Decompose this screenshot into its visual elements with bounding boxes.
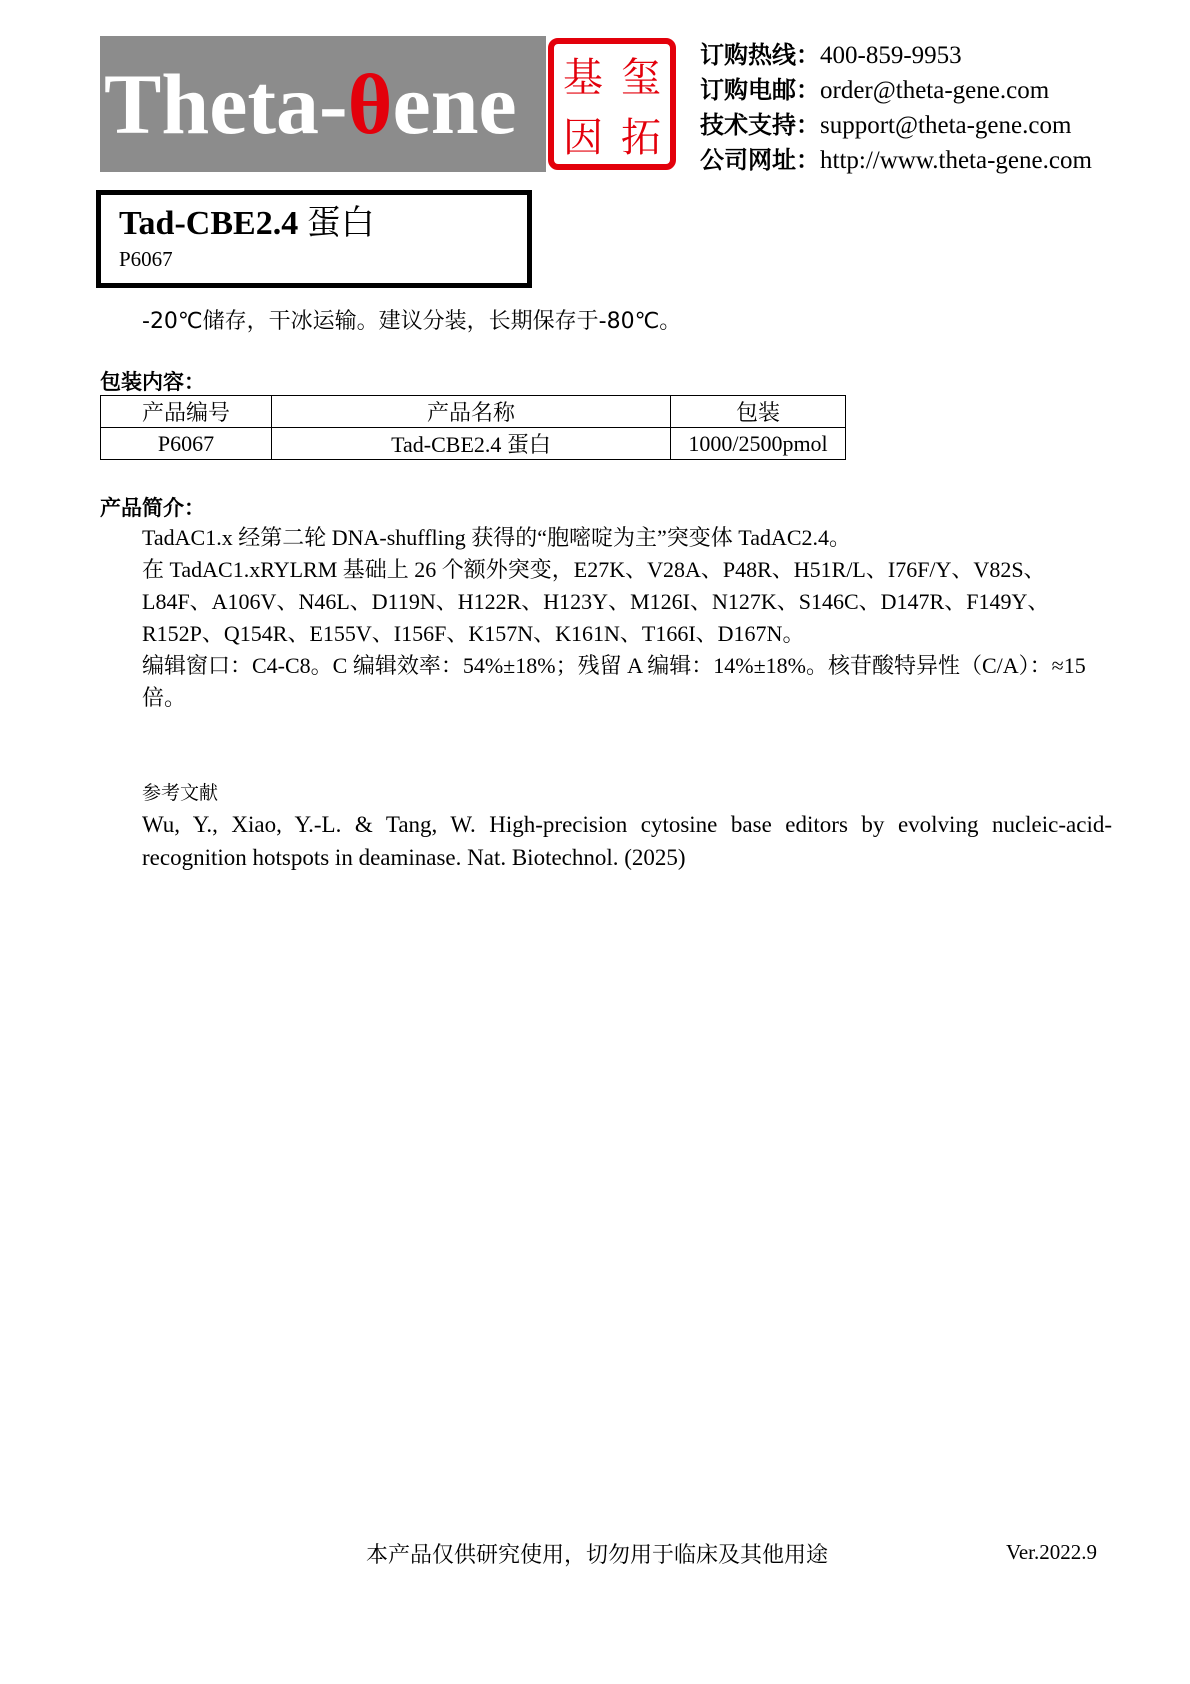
product-title-box (96, 190, 532, 288)
contact-info (700, 38, 1092, 178)
version-label: Ver.2022.9 (1006, 1540, 1097, 1564)
intro-paragraph: 编辑窗口：C4-C8。C 编辑效率：54%±18%；残留 A 编辑：14%±18%。核苷酸特异性（C/A）：≈15 倍。 (142, 653, 1086, 710)
product-title: Tad-CBE2.4 蛋白 (119, 203, 375, 243)
contact-support-email: 技术支持：support@theta-gene.com (700, 111, 1072, 139)
storage-note: -20℃储存，干冰运输。建议分装，长期保存于-80℃。 (142, 309, 682, 334)
contact-website: 公司网址：http://www.theta-gene.com (700, 146, 1092, 174)
references-heading: 参考文献 (142, 782, 219, 804)
seal-char: 因 (563, 114, 603, 161)
reference-item: Wu, Y., Xiao, Y.-L. & Tang, W. High-precision cytosine base editors by evolving nucleic-acid-recognition hotspots in deaminase. Nat. Biotechnol. (2025) (142, 812, 1112, 870)
intro-paragraph: TadAC1.x 经第二轮 DNA-shuffling 获得的“胞嘧啶为主”突变体 TadAC2.4。 (142, 525, 852, 550)
package-table (100, 395, 846, 460)
table-cell: 1000/2500pmol (671, 428, 846, 460)
seal-char: 玺 (621, 54, 661, 101)
brand-logo (100, 36, 546, 172)
table-cell: P6067 (101, 428, 272, 460)
table-row (101, 428, 846, 460)
table-header-row (101, 396, 846, 428)
table-header: 产品名称 (272, 396, 671, 428)
seal-char: 基 (563, 54, 603, 101)
product-code: P6067 (119, 247, 173, 271)
brand-suffix: ene (392, 56, 517, 152)
contact-hotline: 订购热线：400-859-9953 (700, 41, 962, 69)
table-cell: Tad-CBE2.4 蛋白 (272, 428, 671, 460)
brand-prefix: Theta- (104, 56, 348, 152)
table-header: 产品编号 (101, 396, 272, 428)
intro-paragraph: 在 TadAC1.xRYLRM 基础上 26 个额外突变，E27K、V28A、P48R、H51R/L、I76F/Y、V82S、L84F、A106V、N46L、D119N、H122R、H123Y、M126I、N127K、S146C、D147R、F149Y、R152P、Q154R、E155V、I156F、K157N、K161N、T166I、D167N。 (142, 557, 1050, 646)
table-header: 包装 (671, 396, 846, 428)
contact-order-email: 订购电邮：order@theta-gene.com (700, 76, 1050, 104)
footer-disclaimer: 本产品仅供研究使用，切勿用于临床及其他用途 (366, 1543, 829, 1568)
intro-heading: 产品简介： (100, 496, 205, 520)
company-seal (548, 38, 676, 170)
intro-body (142, 522, 1112, 714)
package-heading: 包装内容： (100, 370, 205, 394)
brand-theta: θ (347, 56, 393, 152)
seal-char: 拓 (621, 114, 661, 161)
